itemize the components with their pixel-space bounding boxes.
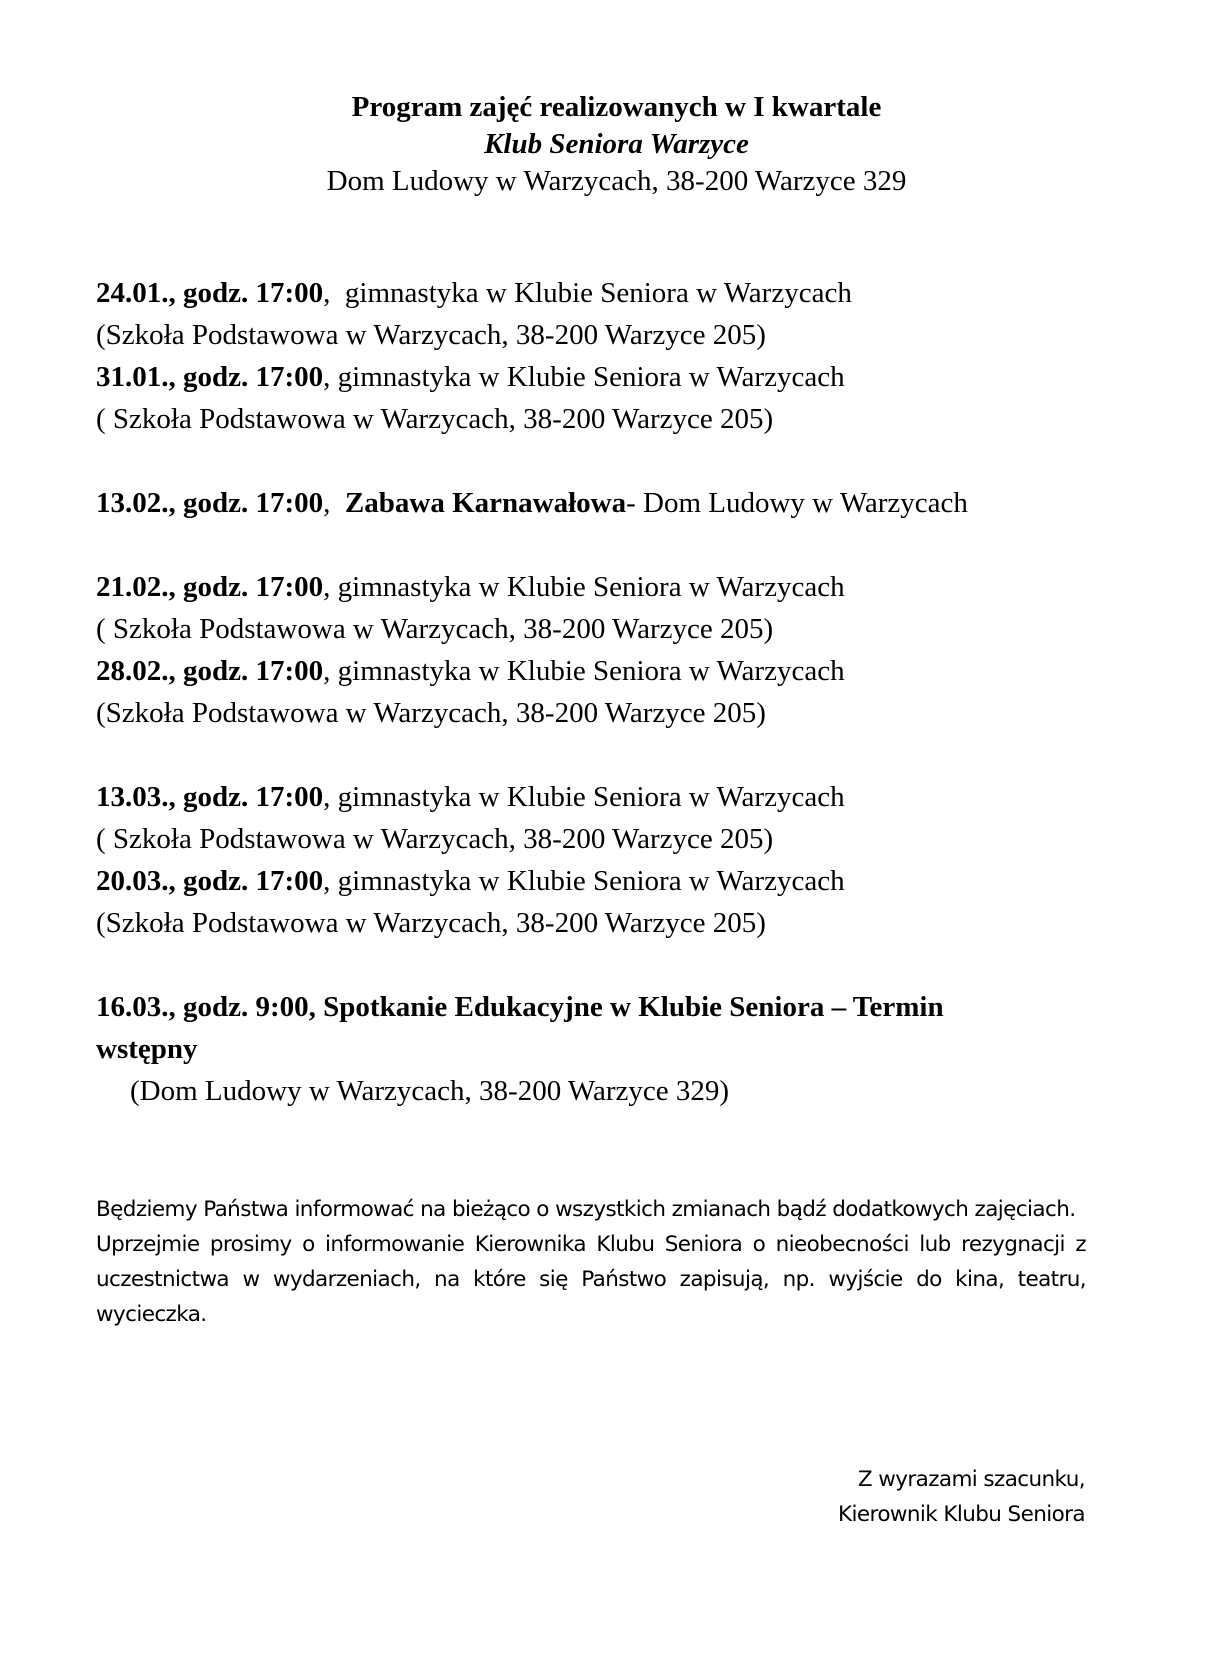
- event-separator: ,: [323, 571, 338, 603]
- club-address: Dom Ludowy w Warzycach, 38-200 Warzyce 329: [326, 165, 907, 197]
- event-item: [96, 860, 1156, 902]
- event-description: - Dom Ludowy w Warzycach: [626, 487, 968, 519]
- event-separator: ,: [323, 655, 338, 687]
- event-separator: ,: [323, 865, 338, 897]
- event-description: gimnastyka w Klubie Seniora w Warzycach: [337, 655, 845, 687]
- event-location: (Szkoła Podstawowa w Warzycach, 38-200 Warzyce 205): [96, 697, 766, 729]
- event-date: 16.03., godz. 9:00: [96, 991, 309, 1023]
- event-item: [96, 482, 1156, 524]
- closing-phrase: Z wyrazami szacunku,: [857, 1467, 1085, 1492]
- event-schedule: [96, 272, 1156, 1112]
- spacer: [96, 734, 1156, 776]
- event-date: 24.01., godz. 17:00: [96, 277, 324, 309]
- event-item: [96, 776, 1156, 818]
- event-item: [96, 356, 1156, 398]
- signature-block: [838, 1462, 1085, 1532]
- event-description: gimnastyka w Klubie Seniora w Warzycach: [337, 571, 845, 603]
- event-date: 13.02., godz. 17:00: [96, 487, 324, 519]
- event-item: [96, 650, 1156, 692]
- event-description: gimnastyka w Klubie Seniora w Warzycach: [344, 277, 852, 309]
- notice: [96, 1192, 1086, 1332]
- event-date: 21.02., godz. 17:00: [96, 571, 324, 603]
- event-location: (Szkoła Podstawowa w Warzycach, 38-200 Warzyce 205): [96, 319, 766, 351]
- notice-paragraph: Uprzejmie prosimy o informowanie Kierownika Klubu Seniora o nieobecności lub rezygnacji z uczestnictwa w wydarzeniach, na które się Państwo zapisują, np. wyjście do kina, teatru, wycieczka.: [96, 1232, 1086, 1327]
- spacer: [96, 524, 1156, 566]
- spacer: [96, 944, 1156, 986]
- club-name: Klub Seniora Warzyce: [484, 128, 749, 160]
- event-location: (Dom Ludowy w Warzycach, 38-200 Warzyce 329): [130, 1075, 730, 1107]
- event-title: Zabawa Karnawałowa: [344, 487, 627, 519]
- event-description: gimnastyka w Klubie Seniora w Warzycach: [337, 865, 845, 897]
- event-title: Spotkanie Edukacyjne w Klubie Seniora – Termin: [323, 991, 944, 1023]
- event-date: 31.01., godz. 17:00: [96, 361, 324, 393]
- event-location: (Szkoła Podstawowa w Warzycach, 38-200 Warzyce 205): [96, 907, 766, 939]
- event-separator: ,: [323, 361, 338, 393]
- document-title: Program zajęć realizowanych w I kwartale: [351, 91, 882, 123]
- event-description: gimnastyka w Klubie Seniora w Warzycach: [337, 361, 845, 393]
- event-location: ( Szkoła Podstawowa w Warzycach, 38-200 Warzyce 205): [96, 613, 774, 645]
- event-separator: ,: [323, 277, 345, 309]
- notice-paragraph: Będziemy Państwa informować na bieżąco o wszystkich zmianach bądź dodatkowych zajęciach.: [96, 1197, 1076, 1222]
- event-separator: ,: [308, 991, 324, 1023]
- event-date: 28.02., godz. 17:00: [96, 655, 324, 687]
- event-item: [96, 566, 1156, 608]
- event-location: ( Szkoła Podstawowa w Warzycach, 38-200 Warzyce 205): [96, 823, 774, 855]
- event-date: 13.03., godz. 17:00: [96, 781, 324, 813]
- event-item: [96, 272, 1156, 314]
- document-header: [0, 88, 1213, 200]
- event-title-continued: wstępny: [96, 1033, 198, 1065]
- spacer: [96, 440, 1156, 482]
- event-item: [96, 986, 1156, 1028]
- event-date: 20.03., godz. 17:00: [96, 865, 324, 897]
- event-location: ( Szkoła Podstawowa w Warzycach, 38-200 Warzyce 205): [96, 403, 774, 435]
- signer-title: Kierownik Klubu Seniora: [838, 1502, 1085, 1527]
- event-separator: ,: [323, 781, 338, 813]
- event-description: gimnastyka w Klubie Seniora w Warzycach: [337, 781, 845, 813]
- event-separator: ,: [323, 487, 345, 519]
